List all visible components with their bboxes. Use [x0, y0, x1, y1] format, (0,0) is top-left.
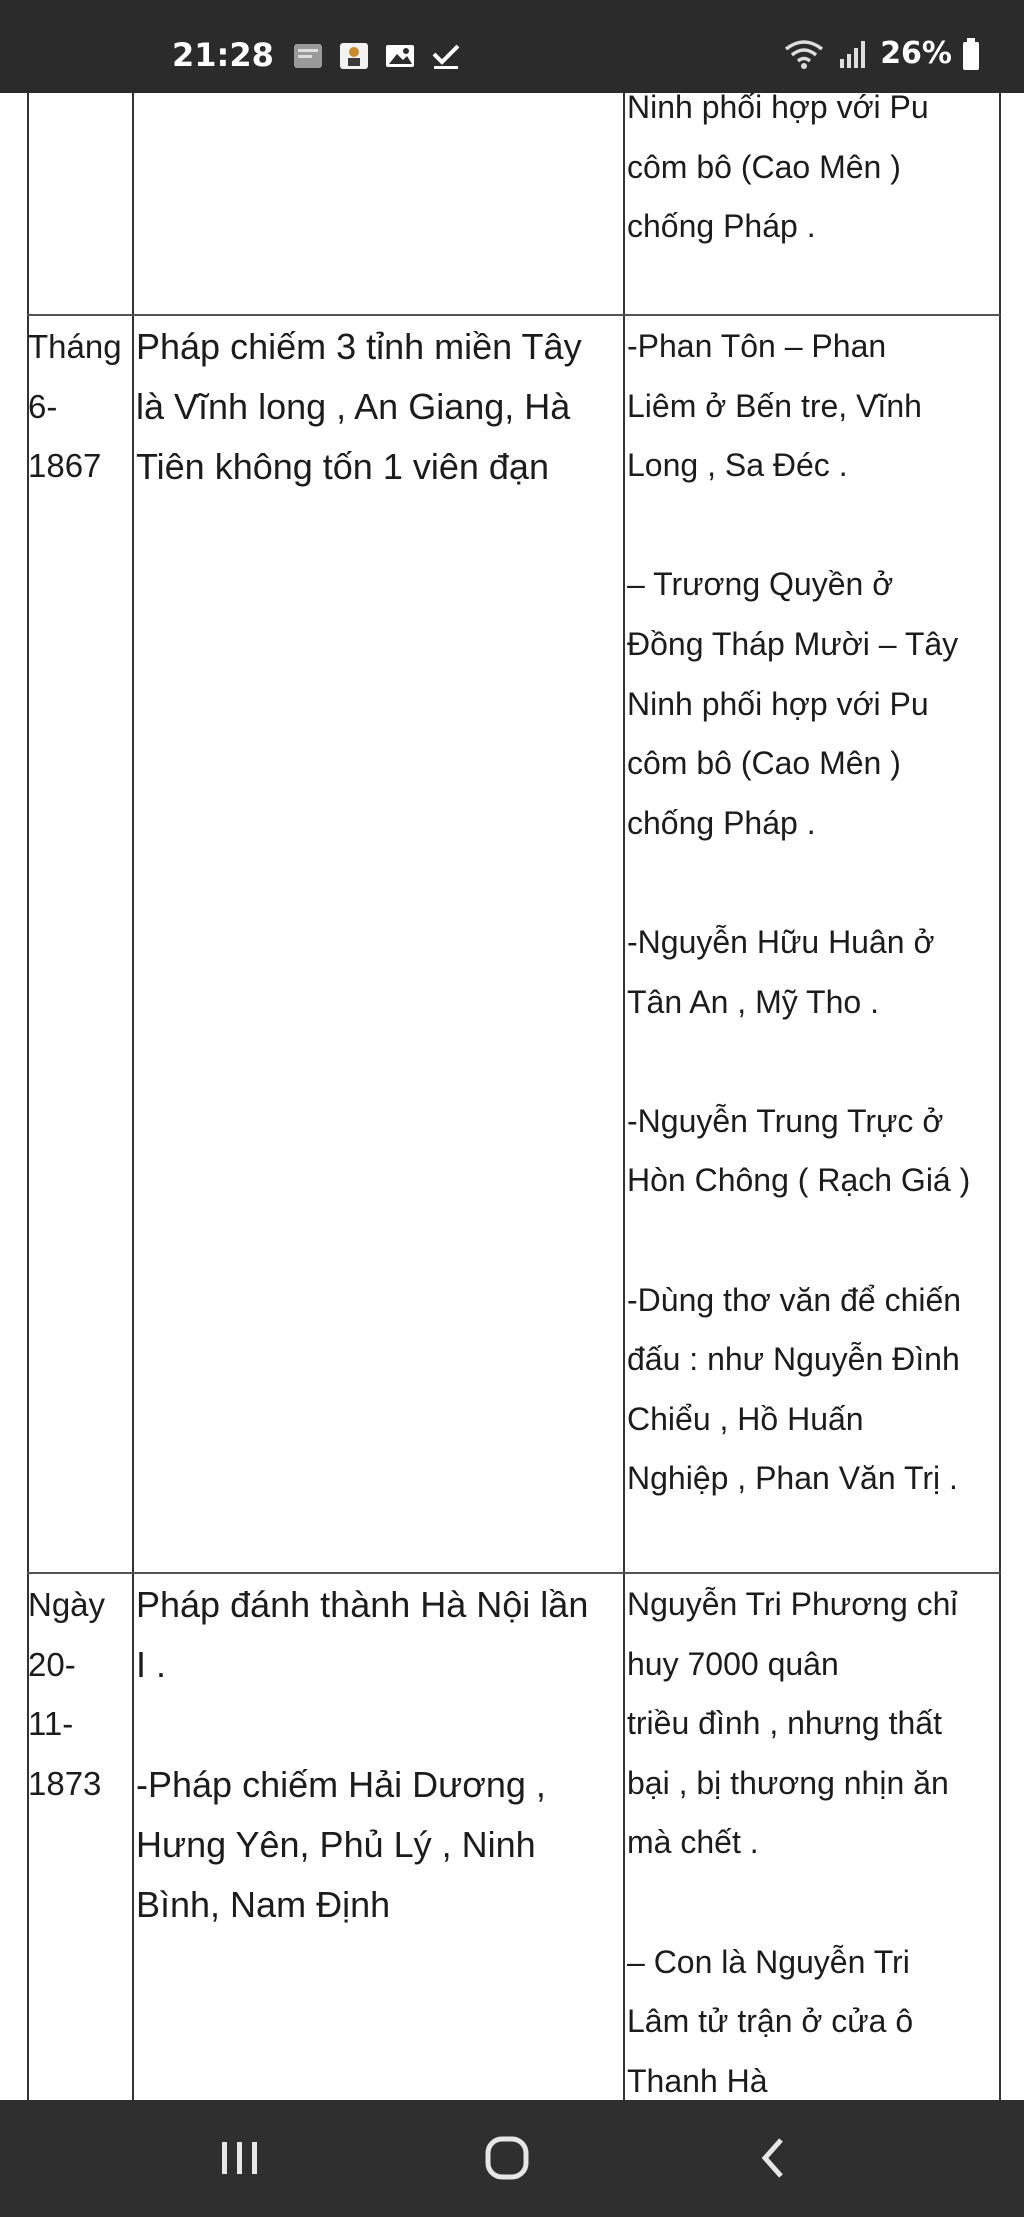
wifi-icon: [782, 37, 826, 71]
notification-icon: [292, 40, 324, 72]
table-border-right: [999, 93, 1001, 2100]
row2-event: Pháp đánh thành Hà Nội lần I . -Pháp chiếm Hải Dương , Hưng Yên, Phủ Lý , Ninh Bình, Nam Định: [136, 1584, 589, 1925]
row-divider-2: [27, 1572, 1001, 1574]
table-border-col1: [132, 93, 134, 2100]
app-icon: [338, 40, 370, 72]
battery-percent: 26%: [880, 36, 952, 71]
notification-icons: [292, 40, 462, 72]
row0-col3: Ninh phối hợp với Pu côm bô (Cao Mên ) chống Pháp .: [627, 93, 929, 245]
row-divider-1: [27, 314, 1001, 316]
row1-event: Pháp chiếm 3 tỉnh miền Tây là Vĩnh long , An Giang, Hà Tiên không tốn 1 viên đạn: [136, 326, 582, 487]
signal-icon: [836, 37, 870, 71]
row1-date: Tháng 6- 1867: [28, 328, 122, 485]
home-icon: [483, 2134, 531, 2182]
table-border-col2: [623, 93, 625, 2100]
row2-resistance: Nguyễn Tri Phương chỉ huy 7000 quân triều đình , nhưng thất bại , bị thương nhịn ăn mà chết . – Con là Nguyễn Tri Lâm tử trận ở cửa ô Thanh Hà: [627, 1586, 958, 2099]
home-button[interactable]: [467, 2126, 547, 2190]
recent-apps-icon: [218, 2138, 262, 2178]
image-icon: [384, 40, 416, 72]
status-time: 21:28: [172, 36, 274, 74]
system-icons: [782, 36, 980, 71]
status-bar: [0, 0, 1024, 93]
back-button[interactable]: [733, 2126, 813, 2190]
battery-icon: [962, 37, 980, 71]
row1-resistance: -Phan Tôn – Phan Liêm ở Bến tre, Vĩnh Long , Sa Đéc . – Trương Quyền ở Đồng Tháp Mười – Tây Ninh phối hợp với Pu côm bô (Cao Mên ) chống Pháp . -Nguyễn Hữu Huân ở Tân An , Mỹ Tho . -Nguyễn Trung Trực ở Hòn Chông ( Rạch Giá ) -Dùng thơ văn để chiến đấu : như Nguyễn Đình Chiểu , Hồ Huấn Nghiệp , Phan Văn Trị .: [627, 328, 971, 1497]
navigation-bar: [0, 2100, 1024, 2217]
recent-apps-button[interactable]: [200, 2126, 280, 2190]
back-icon: [755, 2134, 791, 2182]
check-icon: [430, 40, 462, 72]
row2-date: Ngày 20- 11- 1873: [28, 1586, 106, 1802]
history-table: [0, 93, 1024, 2100]
